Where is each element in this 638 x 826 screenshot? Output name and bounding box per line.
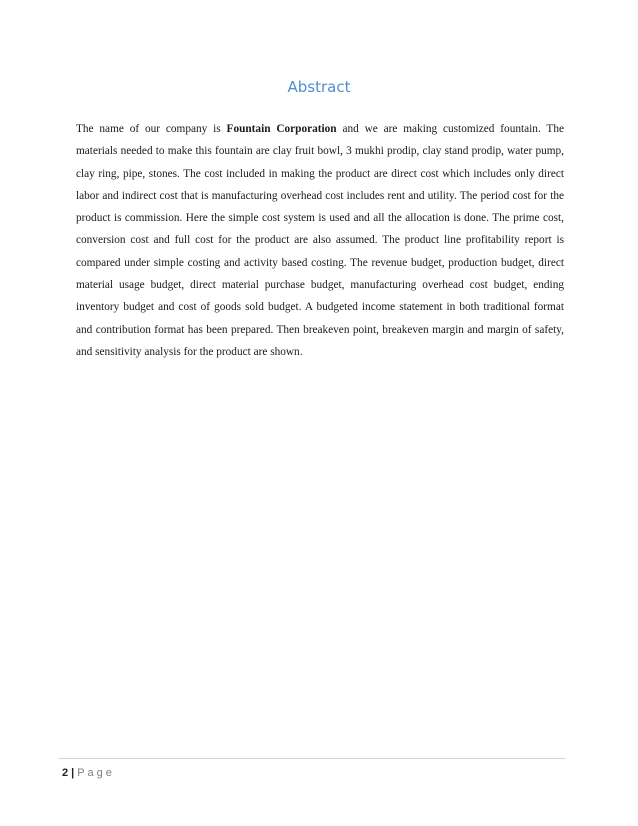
company-name: Fountain Corporation [226,123,337,135]
footer-divider [58,758,566,759]
page-label: Page [77,767,115,779]
document-title: Abstract [287,78,351,96]
abstract-text-start: The name of our company is [76,123,227,135]
footer-separator: | [71,767,75,779]
page-footer [62,767,115,779]
abstract-text-rest: and we are making customized fountain. The materials needed to make this fountain are clay fruit bowl, 3 mukhi prodip, clay stand prodip, water pump, clay ring, pipe, stones. The cost included in making the product are direct cost which includes only direct labor and indirect cost that is manufacturing overhead cost includes rent and utility. The period cost for the product is commission. Here the simple cost system is used and all the allocation is done. The prime cost, conversion cost and full cost for the product are also assumed. The product line profitability report is compared under simple costing and activity based costing. The revenue budget, production budget, direct material usage budget, direct material purchase budget, manufacturing overhead cost budget, ending inventory budget and cost of goods sold budget. A budgeted income statement in both traditional format and contribution format has been prepared. Then breakeven point, breakeven margin and margin of safety, and sensitivity analysis for the product are shown. [76,123,564,358]
abstract-paragraph [76,118,564,363]
page-number: 2 [62,767,69,779]
